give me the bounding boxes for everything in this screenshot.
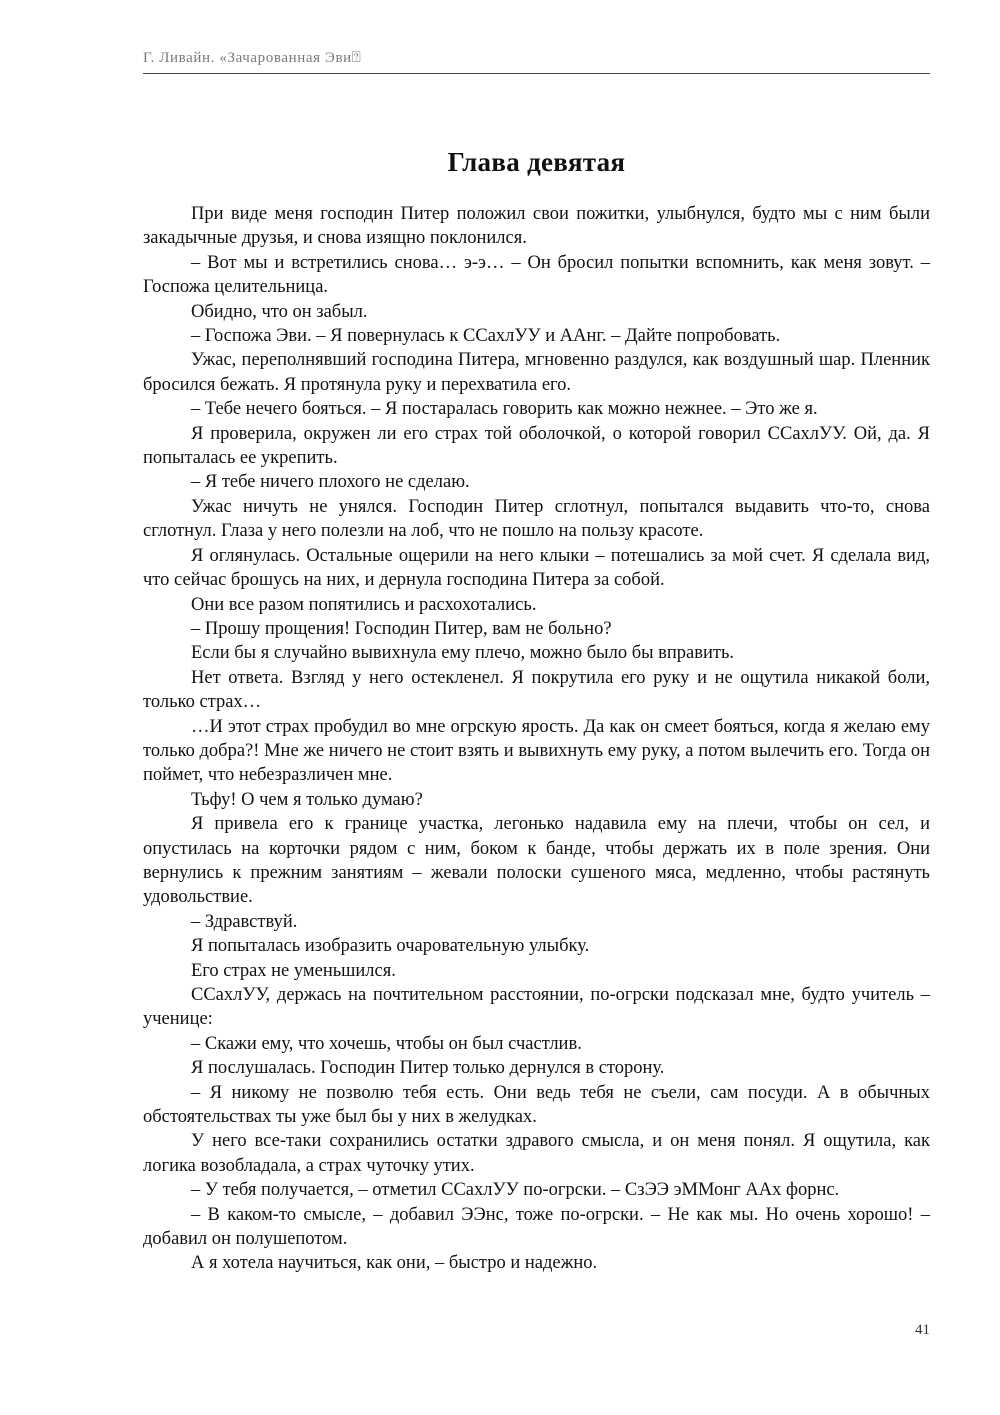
paragraph: ССахлУУ, держась на почтительном расстоянии, по-огрски подсказал мне, будто учитель – ученице: bbox=[143, 985, 930, 1030]
paragraph: Если бы я случайно вывихнула ему плечо, можно было бы вправить. bbox=[191, 643, 735, 664]
paragraph: Я оглянулась. Остальные ощерили на него клыки – потешались за мой счет. Я сделала вид, что сейчас брошусь на них, и дернула господина Питера за собой. bbox=[143, 545, 930, 591]
paragraph: …И этот страх пробудил во мне огрскую ярость. Да как он смеет бояться, когда я желаю ему только добра?! Мне же ничего не стоит взять и вывихнуть ему руку, а потом вылечить его. Тогда он поймет, что небезразличен мне. bbox=[143, 716, 930, 786]
paragraph: – Вот мы и встретились снова… э-э… – Он бросил попытки вспомнить, как меня зовут. – Госпожа целительница. bbox=[143, 252, 930, 298]
paragraph: Его страх не уменьшился. bbox=[191, 960, 396, 981]
paragraph: Ужас ничуть не унялся. Господин Питер сглотнул, попытался выдавить что-то, снова сглотнул. Глаза у него полезли на лоб, что не пошло на пользу красоте. bbox=[143, 496, 930, 542]
paragraph: А я хотела научиться, как они, – быстро и надежно. bbox=[191, 1253, 598, 1274]
paragraph: Я послушалась. Господин Питер только дернулся в сторону. bbox=[191, 1058, 665, 1079]
page-number: 41 bbox=[915, 1322, 930, 1338]
paragraph: – Я тебе ничего плохого не сделаю. bbox=[191, 472, 470, 493]
paragraph: – Я никому не позволю тебя есть. Они ведь тебя не съели, сам посуди. А в обычных обстоятельствах ты уже был бы у них в желудках. bbox=[143, 1082, 930, 1128]
paragraph: – Госпожа Эви. – Я повернулась к ССахлУУ и ААнг. – Дайте попробовать. bbox=[191, 326, 781, 347]
chapter-title: Глава девятая bbox=[447, 147, 626, 177]
paragraph: – Тебе нечего бояться. – Я постаралась говорить как можно нежнее. – Это же я. bbox=[191, 399, 818, 420]
paragraph: – В каком-то смысле, – добавил ЭЭнс, тоже по-огрски. – Не как мы. Но очень хорошо! – добавил он полушепотом. bbox=[143, 1204, 930, 1250]
paragraph: – Скажи ему, что хочешь, чтобы он был счастлив. bbox=[191, 1033, 582, 1054]
paragraph: Я проверила, окружен ли его страх той оболочкой, о которой говорил ССахлУУ. Ой, да. Я попыталась ее укрепить. bbox=[143, 423, 930, 469]
paragraph: Они все разом попятились и расхохотались. bbox=[191, 594, 537, 615]
paragraph: Тьфу! О чем я только думаю? bbox=[191, 789, 423, 810]
paragraph: При виде меня господин Питер положил свои пожитки, улыбнулся, будто мы с ним были закадычные друзья, и снова изящно поклонился. bbox=[143, 204, 930, 249]
paragraph: У него все-таки сохранились остатки здравого смысла, и он меня понял. Я ощутила, как логика возобладала, а страх чуточку утих. bbox=[143, 1131, 930, 1176]
paragraph: Я привела его к границе участка, легонько надавила ему на плечи, чтобы он сел, и опустилась на корточки рядом с ним, боком к банде, чтобы держать их в поле зрения. Они вернулись к прежним занятиям – жевали полоски сушеного мяса, медленно, чтобы растянуть удовольствие. bbox=[143, 814, 930, 908]
paragraph: Я попыталась изобразить очаровательную улыбку. bbox=[191, 936, 590, 957]
paragraph: – Здравствуй. bbox=[191, 911, 298, 932]
paragraph: Нет ответа. Взгляд у него остекленел. Я покрутила его руку и не ощутила никакой боли, только страх… bbox=[143, 667, 930, 713]
paragraph: – Прошу прощения! Господин Питер, вам не больно? bbox=[191, 618, 612, 639]
header-rule bbox=[143, 73, 930, 74]
paragraph: Обидно, что он забыл. bbox=[191, 301, 368, 322]
running-head: Г. Ливайн. «Зачарованная Эви⍰ bbox=[143, 50, 362, 66]
body-text bbox=[143, 202, 930, 1276]
paragraph: Ужас, переполнявший господина Питера, мгновенно раздулся, как воздушный шар. Пленник бросился бежать. Я протянула руку и перехватила его. bbox=[143, 350, 930, 395]
paragraph: – У тебя получается, – отметил ССахлУУ по-огрски. – СзЭЭ эММонг ААх форнс. bbox=[191, 1180, 840, 1201]
